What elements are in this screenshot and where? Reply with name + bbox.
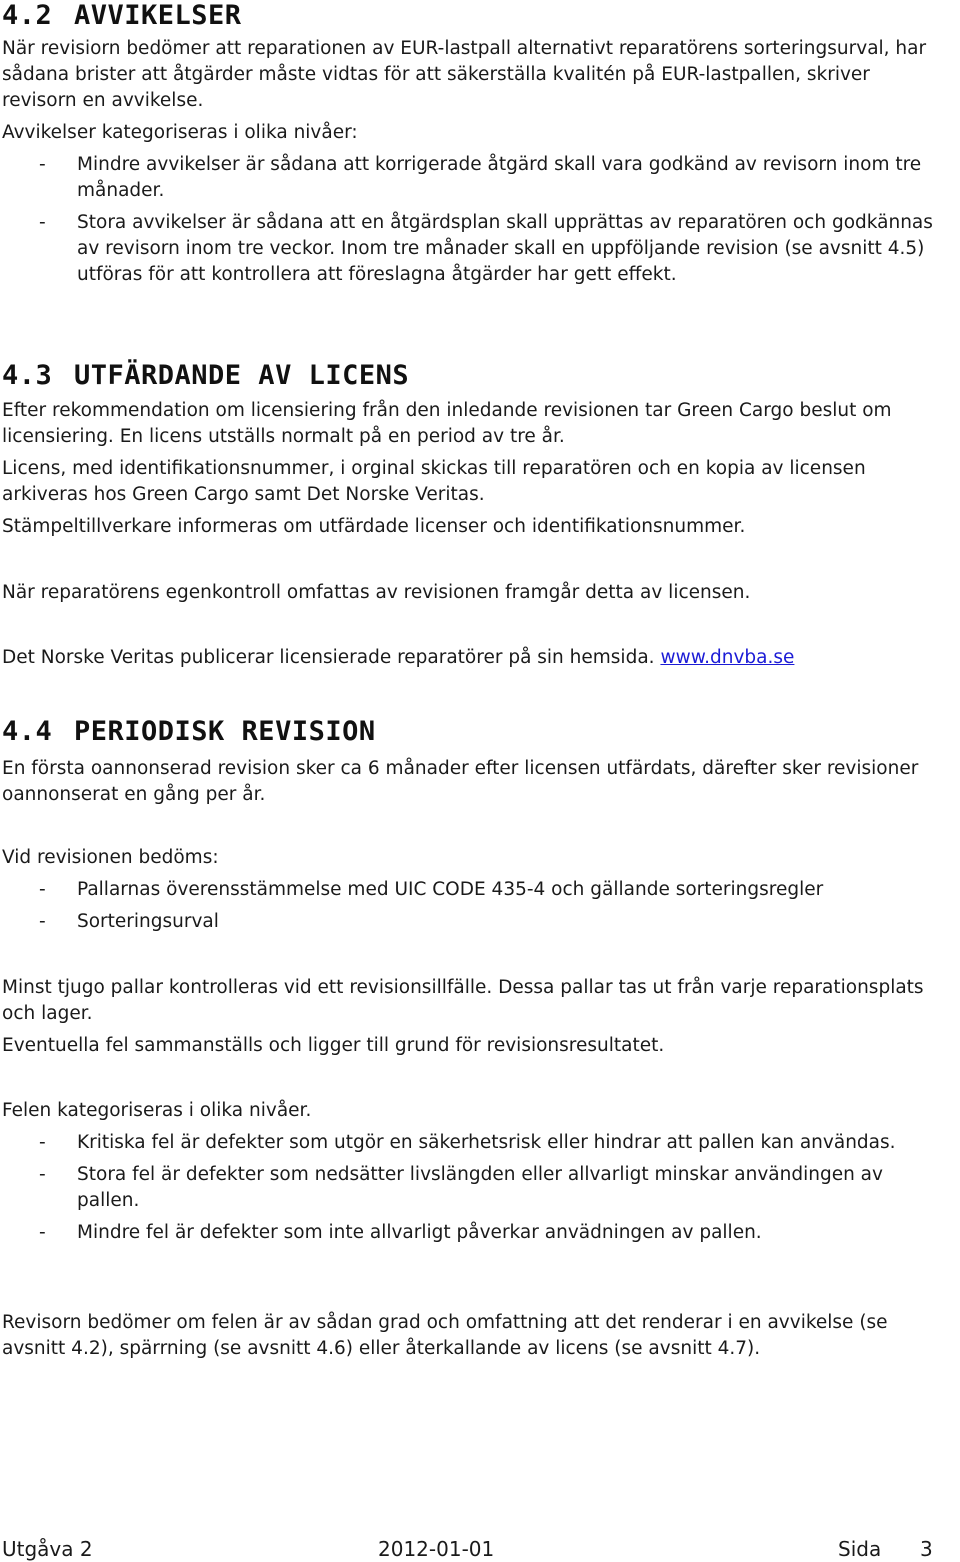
paragraph-text: Det Norske Veritas publicerar licensierade reparatörer på sin hemsida. bbox=[2, 647, 655, 668]
bullet-dash: - bbox=[39, 879, 46, 900]
section-4-4-assessment bbox=[2, 845, 950, 935]
bullet-dash: - bbox=[39, 212, 46, 233]
paragraph: När reparatörens egenkontroll omfattas av revisionen framgår detta av licensen. bbox=[2, 582, 751, 603]
footer-page-number: 3 bbox=[920, 1537, 933, 1561]
bullet-dash: - bbox=[39, 154, 46, 175]
section-title: PERIODISK REVISION bbox=[74, 716, 376, 747]
paragraph: Eventuella fel sammanställs och ligger till grund för revisionsresultatet. bbox=[2, 1035, 665, 1056]
paragraph: Revisorn bedömer om felen är av sådan grad och omfattning att det renderar i en avvikelse (se avsnitt 4.2), spärrning (se avsnitt 4.6) eller återkallande av licens (se avsnitt 4.7). bbox=[2, 1312, 888, 1359]
error-levels-list bbox=[2, 1130, 950, 1246]
paragraph: Stämpeltillverkare informeras om utfärdade licenser och identifikationsnummer. bbox=[2, 516, 746, 537]
section-4-2 bbox=[2, 0, 950, 32]
assessment-list bbox=[2, 877, 950, 935]
section-4-4 bbox=[2, 716, 950, 748]
section-number: 4.4 bbox=[2, 716, 53, 747]
footer-page-label: Sida bbox=[838, 1537, 882, 1561]
list-item bbox=[2, 877, 950, 903]
list-item-text: Mindre fel är defekter som inte allvarligt påverkar anvädningen av pallen. bbox=[77, 1222, 762, 1243]
section-number: 4.2 bbox=[2, 0, 53, 31]
deviation-levels-list bbox=[2, 152, 950, 288]
section-heading bbox=[2, 716, 950, 748]
section-title: UTFÄRDANDE AV LICENS bbox=[74, 360, 410, 391]
list-item bbox=[2, 152, 950, 204]
list-item bbox=[2, 210, 950, 288]
list-item bbox=[2, 1220, 950, 1246]
list-item-text: Stora avvikelser är sådana att en åtgärdsplan skall upprättas av reparatören och godkännas av revisorn inom tre veckor. Inom tre månader skall en uppföljande revision (se avsnitt 4.5) utföras för att kontrollera att föreslagna åtgärder har gett effekt. bbox=[77, 212, 933, 285]
list-item bbox=[2, 909, 950, 935]
section-4-3-body-3 bbox=[2, 645, 950, 671]
paragraph: Licens, med identifikationsnummer, i orginal skickas till reparatören och en kopia av licensen arkiveras hos Green Cargo samt Det Norske Veritas. bbox=[2, 458, 866, 505]
list-item-text: Stora fel är defekter som nedsätter livslängden eller allvarligt minskar användingen av pallen. bbox=[77, 1164, 883, 1211]
section-4-2-body bbox=[2, 36, 950, 288]
section-4-3-body bbox=[2, 398, 950, 540]
section-4-4-error-levels bbox=[2, 1098, 950, 1246]
bullet-dash: - bbox=[39, 911, 46, 932]
list-item-text: Kritiska fel är defekter som utgör en säkerhetsrisk eller hindrar att pallen kan användas. bbox=[77, 1132, 896, 1153]
section-heading bbox=[2, 0, 950, 32]
paragraph: När revisiorn bedömer att reparationen av EUR-lastpall alternativt reparatörens sorteringsurval, har sådana brister att åtgärder måste vidtas för att säkerställa kvalitén på EUR-lastpallen, skriver revisorn en avvikelse. bbox=[2, 38, 927, 111]
bullet-dash: - bbox=[39, 1164, 46, 1185]
section-heading bbox=[2, 360, 950, 392]
list-item-text: Pallarnas överensstämmelse med UIC CODE 435-4 och gällande sorteringsregler bbox=[77, 879, 824, 900]
section-title: AVVIKELSER bbox=[74, 0, 242, 31]
section-4-3-body-2 bbox=[2, 580, 950, 606]
section-number: 4.3 bbox=[2, 360, 53, 391]
paragraph: Avvikelser kategoriseras i olika nivåer: bbox=[2, 122, 358, 143]
section-4-4-body bbox=[2, 756, 950, 808]
paragraph: Felen kategoriseras i olika nivåer. bbox=[2, 1100, 312, 1121]
bullet-dash: - bbox=[39, 1222, 46, 1243]
footer-date: 2012-01-01 bbox=[378, 1537, 495, 1561]
paragraph: Minst tjugo pallar kontrolleras vid ett revisionsillfälle. Dessa pallar tas ut från varje reparationsplats och lager. bbox=[2, 977, 924, 1024]
list-item bbox=[2, 1162, 950, 1214]
list-item-text: Sorteringsurval bbox=[77, 911, 219, 932]
footer-edition: Utgåva 2 bbox=[2, 1537, 93, 1561]
page-footer bbox=[2, 1536, 934, 1562]
paragraph: Vid revisionen bedöms: bbox=[2, 847, 219, 868]
paragraph bbox=[2, 645, 950, 671]
list-item-text: Mindre avvikelser är sådana att korrigerade åtgärd skall vara godkänd av revisorn inom tre månader. bbox=[77, 154, 922, 201]
section-4-3 bbox=[2, 360, 950, 392]
section-4-4-sampling bbox=[2, 975, 950, 1059]
paragraph: Efter rekommendation om licensiering från den inledande revisionen tar Green Cargo beslut om licensiering. En licens utställs normalt på en period av tre år. bbox=[2, 400, 892, 447]
bullet-dash: - bbox=[39, 1132, 46, 1153]
section-4-4-conclusion bbox=[2, 1310, 950, 1362]
list-item bbox=[2, 1130, 950, 1156]
dnv-website-link[interactable]: www.dnvba.se bbox=[660, 647, 795, 668]
paragraph: En första oannonserad revision sker ca 6 månader efter licensen utfärdats, därefter sker revisioner oannonserat en gång per år. bbox=[2, 758, 919, 805]
